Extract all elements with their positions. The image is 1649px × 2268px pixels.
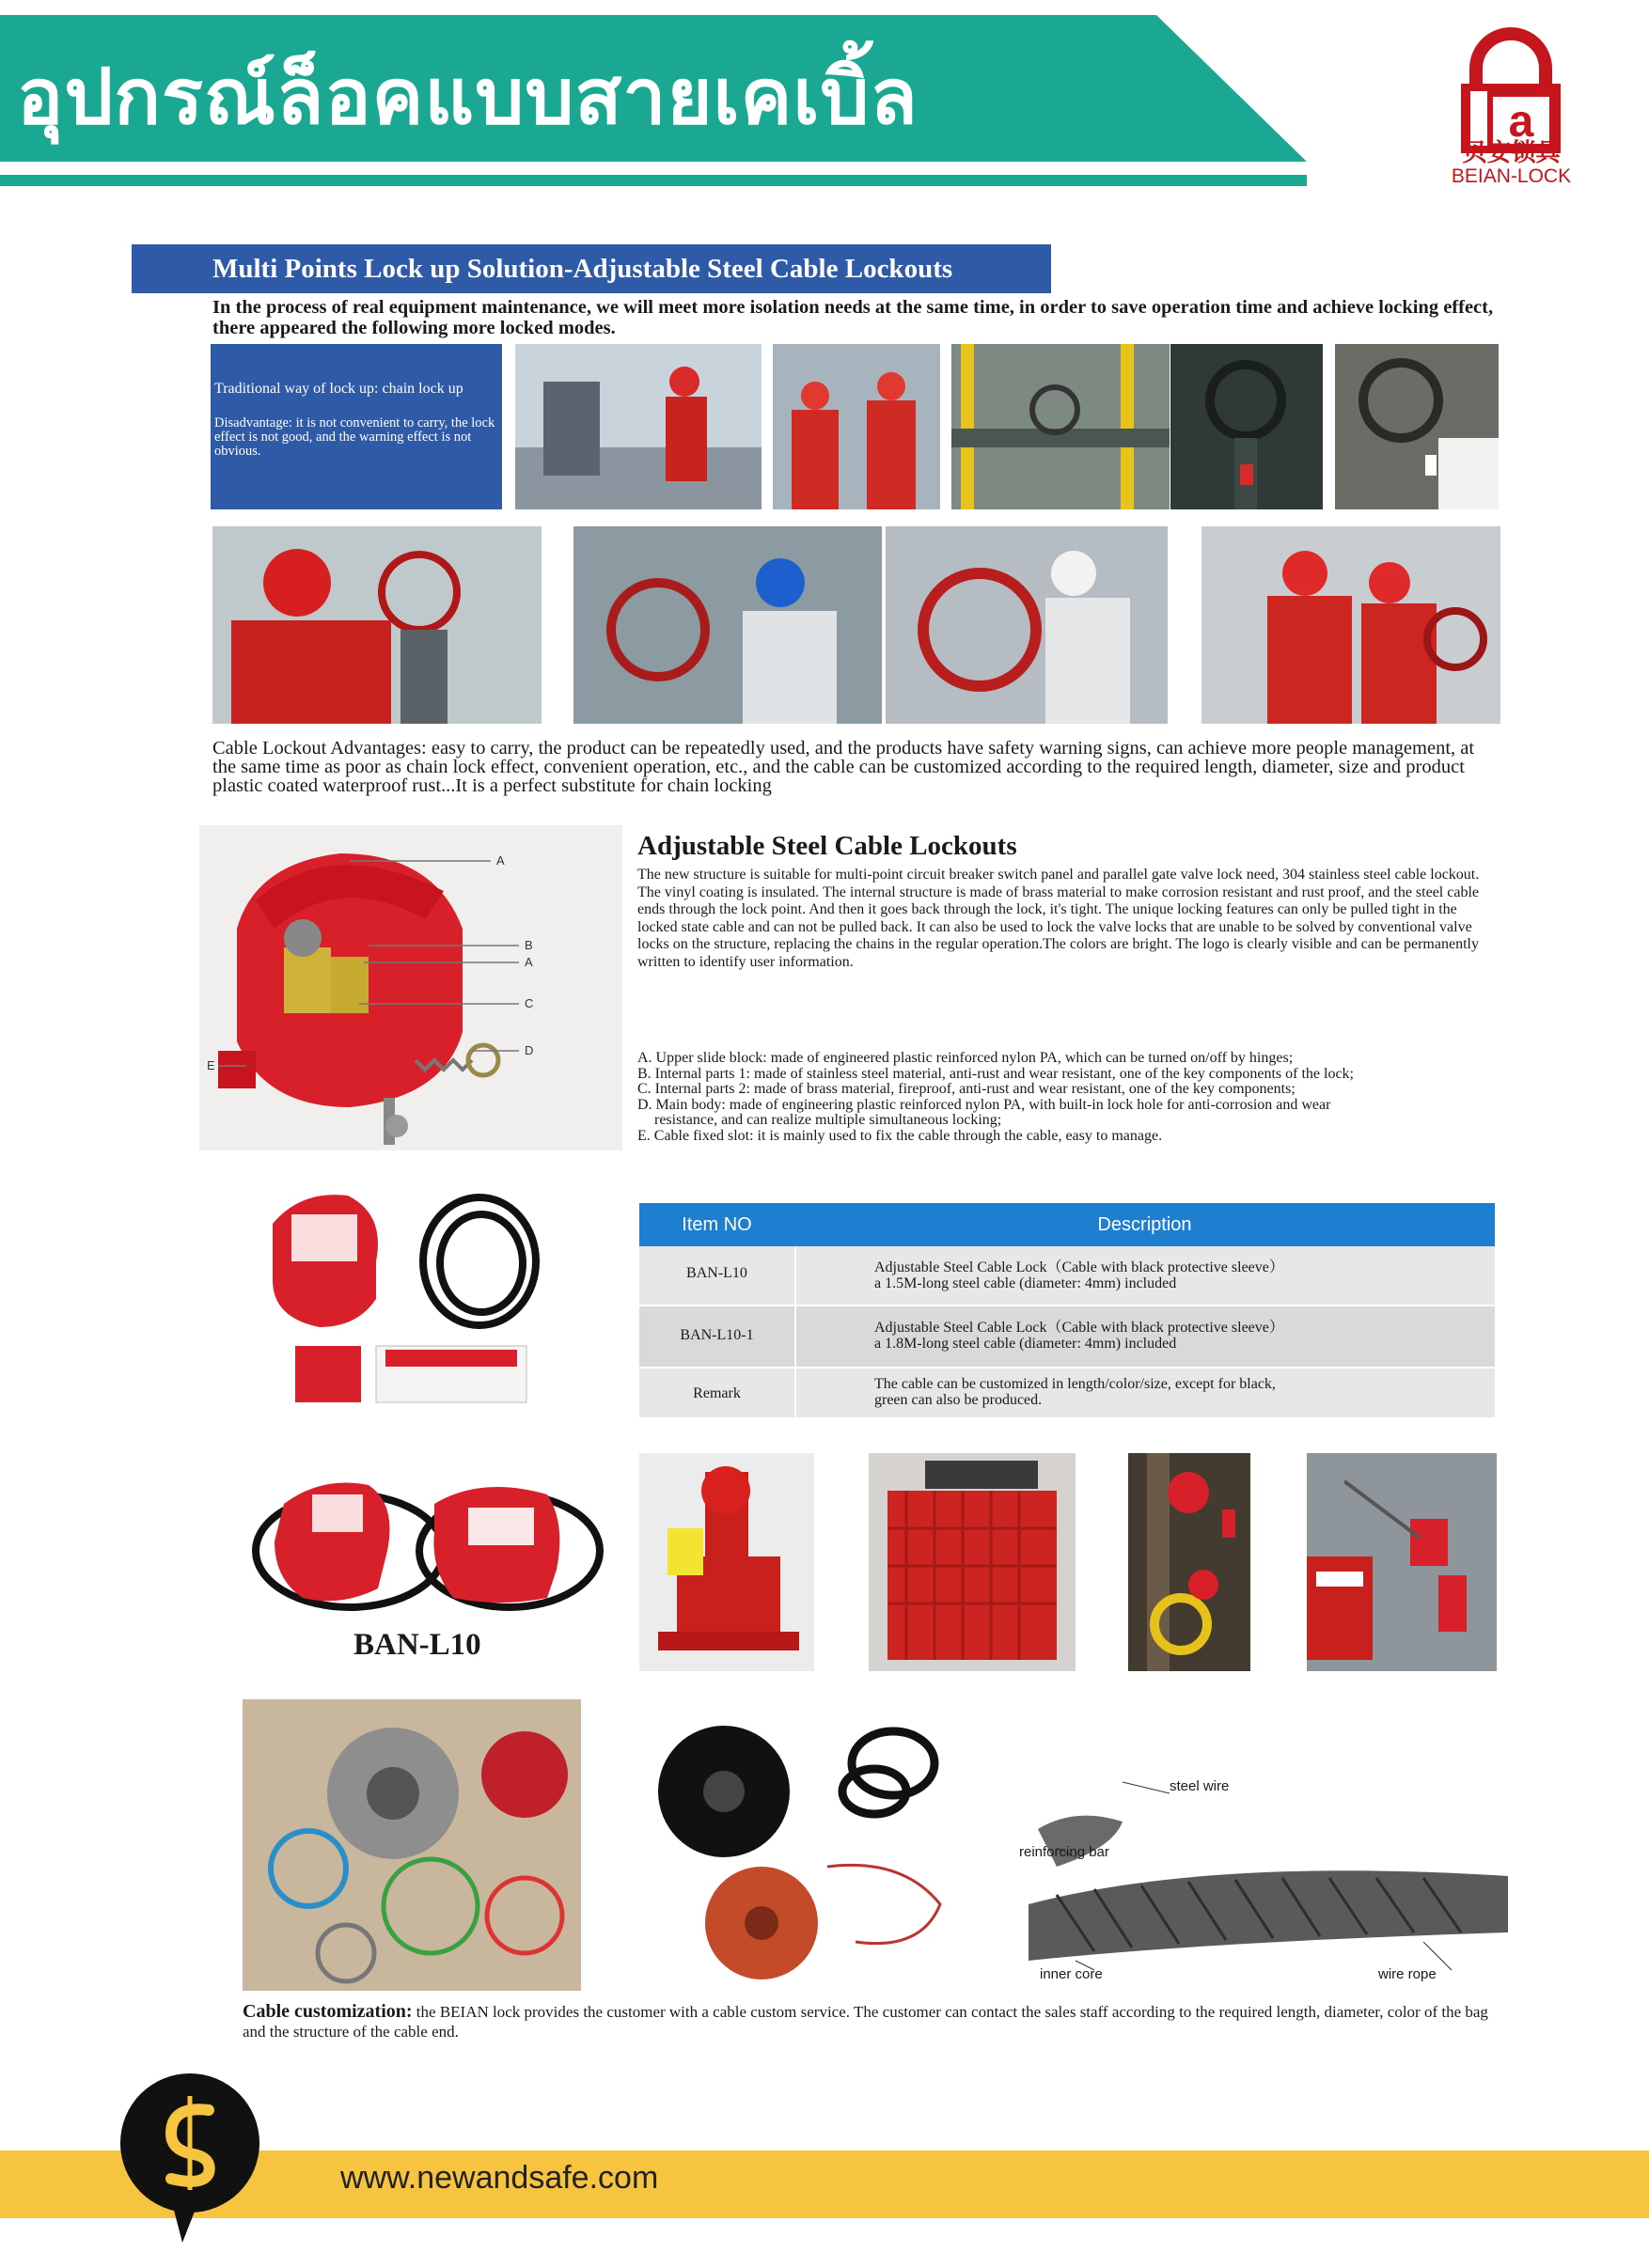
callout-c: C — [525, 996, 534, 1010]
row-desc — [874, 1320, 1476, 1352]
photo-valve-wheel-chain-2 — [1335, 344, 1499, 509]
part-b: B. Internal parts 1: made of stainless steel material, anti-rust and wear resistant, one of the key components of the lock; — [637, 1065, 1354, 1082]
svg-text:a: a — [1508, 97, 1534, 147]
newandsafe-logo-icon — [115, 2068, 265, 2256]
row-item: BAN-L10-1 — [680, 1327, 754, 1343]
photo-cable-spools — [639, 1716, 991, 1989]
part-a: A. Upper slide block: made of engineered plastic reinforced nylon PA, which can be turned on/off by hinges; — [637, 1050, 1294, 1066]
section-banner: Multi Points Lock up Solution-Adjustable Steel Cable Lockouts — [132, 244, 1051, 293]
parts-list — [637, 1051, 1512, 1145]
product-kit-photo — [263, 1186, 555, 1412]
table-row — [639, 1306, 1495, 1367]
photo-worker-blue-helmet — [573, 526, 882, 724]
rope-label-reinforcing-bar: reinforcing bar — [1019, 1844, 1109, 1860]
photo-two-workers-red — [1201, 526, 1500, 724]
callout-d: D — [525, 1043, 534, 1057]
table-row — [639, 1246, 1495, 1305]
part-d: D. Main body: made of engineering plastic reinforced nylon PA, with built-in lock hole for anti-corrosion and wear — [637, 1096, 1331, 1113]
row-item: BAN-L10 — [686, 1265, 747, 1281]
callout-a: A — [496, 853, 505, 868]
photo-worker-red-wheel — [886, 526, 1168, 724]
spec-table — [639, 1203, 1495, 1417]
row-desc — [874, 1259, 1476, 1291]
callout-e: E — [207, 1058, 215, 1072]
lockout-exploded-view — [199, 825, 622, 1150]
photo-cable-variety — [243, 1699, 581, 1991]
photo-workers-red-suits — [773, 344, 940, 509]
part-e: E. Cable fixed slot: it is mainly used to fix the cable through the cable, easy to manage. — [637, 1127, 1163, 1144]
ban-l10-product-photo — [246, 1466, 604, 1624]
table-header — [639, 1203, 1495, 1246]
row-item: Remark — [693, 1385, 741, 1401]
photo-pipe-valves-yellow — [951, 344, 1170, 509]
photo-worker-red-helmet — [212, 526, 542, 724]
part-d-continued: resistance, and can realize multiple simultaneous locking; — [654, 1112, 1002, 1129]
rope-label-steel-wire: steel wire — [1170, 1778, 1230, 1794]
part-c: C. Internal parts 2: made of brass material, fireproof, anti-rust and wear resistant, one of the key components; — [637, 1081, 1296, 1098]
traditional-lock-disadvantage: Disadvantage: it is not convenient to carry, the lock effect is not good, and the warning effect is not obvious. — [214, 415, 495, 459]
photo-cage-lockout — [869, 1453, 1076, 1671]
header-underline — [0, 175, 1307, 186]
row-desc-line2: a 1.8M-long steel cable (diameter: 4mm) included — [874, 1336, 1177, 1352]
intro-paragraph: In the process of real equipment maintenance, we will meet more isolation needs at the same time, in order to save operation time and achieve locking effect, there appeared the following more locked modes. — [212, 297, 1494, 338]
row-desc-line2: green can also be produced. — [874, 1392, 1043, 1408]
customization-label: Cable customization: — [243, 2001, 413, 2022]
rope-label-wire-rope: wire rope — [1378, 1966, 1437, 1982]
photo-red-gate-valve — [639, 1453, 814, 1671]
row-desc-line1: Adjustable Steel Cable Lock（Cable with black protective sleeve） — [874, 1259, 1284, 1275]
header-description: Description — [1097, 1214, 1192, 1235]
product-description: The new structure is suitable for multi-point circuit breaker switch panel and parallel gate valve lock need, 304 stainless steel cable lockout. The vinyl coating is insulated. The internal structure is made of brass material to make corrosion resistant and rust proof, and the steel cable ends through the lock point. And then it goes back through the lock, it's tight. The unique locking features can only be pulled tight in the locked state cable and can not be pulled back. It can also be used to lock the valve locks that are unable to be solved by conventional valve locks on the structure, replacing the chains in the regular operation.The colors are bright. The logo is clearly visible and can be permanently written to identify user information. — [637, 867, 1480, 970]
logo-english-name: BEIAN-LOCK — [1451, 165, 1572, 187]
customization-paragraph — [243, 2002, 1502, 2041]
traditional-lock-box — [211, 344, 502, 509]
row-desc-line2: a 1.5M-long steel cable (diameter: 4mm) included — [874, 1275, 1177, 1291]
page-title: อุปกรณ์ล็อคแบบสายเคเบิ้ล — [17, 55, 919, 140]
website-link[interactable]: www.newandsafe.com — [340, 2160, 659, 2196]
photo-panel-lockout — [1307, 1453, 1497, 1671]
photo-pipe-wheel-lockout — [1128, 1453, 1250, 1671]
logo-chinese-name: 贝安锁具 — [1462, 138, 1561, 166]
row-desc-line1: Adjustable Steel Cable Lock（Cable with black protective sleeve） — [874, 1320, 1284, 1336]
rope-label-inner-core: inner core — [1040, 1966, 1103, 1982]
photo-worker-valve-1 — [515, 344, 762, 509]
customization-body: the BEIAN lock provides the customer with a cable custom service. The customer can contact the sales staff according to the required length, diameter, color of the bag and the structure of the cable end. — [243, 2003, 1488, 2041]
traditional-lock-title: Traditional way of lock up: chain lock up — [214, 381, 463, 397]
product-title: Adjustable Steel Cable Lockouts — [637, 831, 1017, 861]
row-desc — [874, 1376, 1476, 1408]
callout-a-2: A — [525, 955, 533, 969]
advantages-paragraph: Cable Lockout Advantages: easy to carry, the product can be repeatedly used, and the products have safety warning signs, can achieve more people management, at the same time as poor as chain lock effect, convenient operation, etc., and the cable can be customized according to the required length, diameter, size and product plastic coated waterproof rust...It is a perfect substitute for chain locking — [212, 738, 1475, 796]
row-desc-line1: The cable can be customized in length/color/size, except for black, — [874, 1376, 1276, 1392]
ban-l10-label: BAN-L10 — [353, 1628, 481, 1662]
header-item-no: Item NO — [682, 1214, 752, 1235]
callout-b: B — [525, 938, 533, 952]
photo-valve-wheel-chain — [1170, 344, 1323, 509]
table-row — [639, 1369, 1495, 1417]
